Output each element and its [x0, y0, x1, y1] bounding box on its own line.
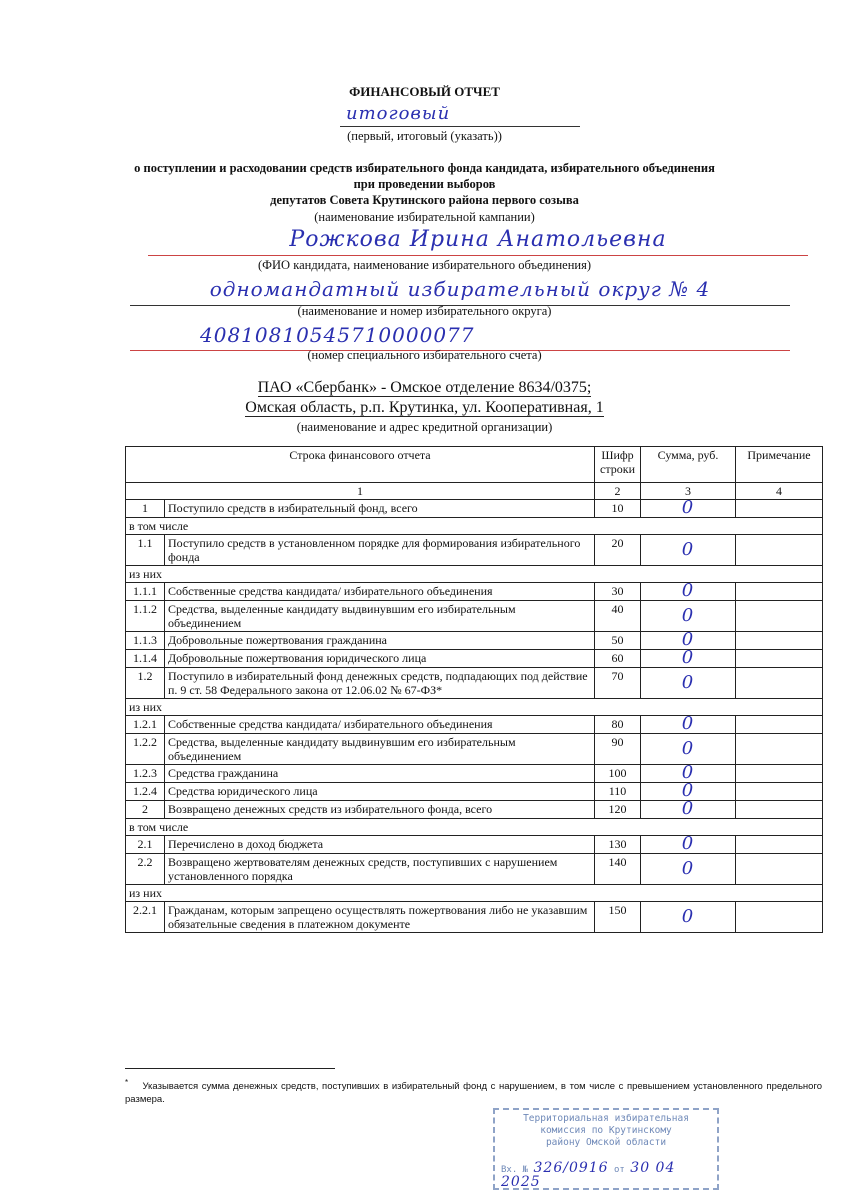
- row-number: 1.1.2: [126, 601, 165, 632]
- row-note: [736, 500, 823, 518]
- handwritten-amount: 0: [681, 857, 695, 879]
- subtitle-line-3: депутатов Совета Крутинского района первого созыва: [270, 193, 579, 207]
- table-row: [126, 902, 823, 933]
- stamp-reg-prefix: Вх. №: [501, 1165, 529, 1175]
- row-amount: [641, 902, 736, 933]
- section-label: в том числе: [126, 819, 823, 836]
- row-number: 2: [126, 801, 165, 819]
- table-row: [126, 734, 823, 765]
- row-note: [736, 601, 823, 632]
- handwritten-amount: 0: [681, 647, 695, 668]
- table-body: [126, 497, 823, 933]
- row-number: 1.1: [126, 535, 165, 566]
- registration-stamp: [493, 1108, 719, 1190]
- row-description: Перечислено в доход бюджета: [165, 836, 595, 854]
- report-title: ФИНАНСОВЫЙ ОТЧЕТ: [349, 84, 500, 99]
- row-code: 90: [595, 734, 641, 765]
- handwritten-amount: 0: [681, 497, 695, 518]
- row-number: 1.2.1: [126, 716, 165, 734]
- table-row: [126, 668, 823, 699]
- row-number: 1: [126, 500, 165, 518]
- row-description: Собственные средства кандидата/ избирательного объединения: [165, 716, 595, 734]
- row-number: 2.1: [126, 836, 165, 854]
- handwritten-amount: 0: [681, 580, 695, 601]
- section-label: из них: [126, 885, 823, 902]
- district-handwritten: одномандатный избирательный округ № 4: [130, 277, 790, 306]
- row-note: [736, 801, 823, 819]
- handwritten-amount: 0: [681, 604, 695, 626]
- subtitle-line-1: о поступлении и расходовании средств избирательного фонда кандидата, избирательного объединения: [134, 161, 715, 175]
- bank-line-2: Омская область, р.п. Крутинка, ул. Кооперативная, 1: [245, 399, 604, 416]
- row-code: 40: [595, 601, 641, 632]
- account-caption: (номер специального избирательного счета): [307, 348, 542, 362]
- row-note: [736, 854, 823, 885]
- header-row-label: Строка финансового отчета: [126, 447, 595, 483]
- handwritten-amount: 0: [681, 780, 695, 801]
- row-description: Средства гражданина: [165, 765, 595, 783]
- table-row: [126, 836, 823, 854]
- row-number: 2.2: [126, 854, 165, 885]
- header-number-1: 1: [126, 483, 595, 500]
- subtitle-line-2: при проведении выборов: [353, 177, 496, 191]
- row-code: 30: [595, 583, 641, 601]
- row-code: 110: [595, 783, 641, 801]
- row-code: 120: [595, 801, 641, 819]
- row-note: [736, 783, 823, 801]
- row-description: Собственные средства кандидата/ избирательного объединения: [165, 583, 595, 601]
- handwritten-amount: 0: [681, 905, 695, 927]
- row-amount: [641, 535, 736, 566]
- row-note: [736, 902, 823, 933]
- row-code: 140: [595, 854, 641, 885]
- stamp-line-3: району Омской области: [545, 1137, 667, 1148]
- row-code: 50: [595, 632, 641, 650]
- row-note: [736, 632, 823, 650]
- bank-caption: (наименование и адрес кредитной организации): [296, 420, 553, 434]
- header-code: Шифр строки: [595, 447, 641, 483]
- row-code: 70: [595, 668, 641, 699]
- table-row: [126, 716, 823, 734]
- row-code: 130: [595, 836, 641, 854]
- row-number: 1.1.1: [126, 583, 165, 601]
- row-amount: [641, 854, 736, 885]
- table-row: [126, 500, 823, 518]
- handwritten-amount: 0: [681, 798, 695, 819]
- row-number: 1.1.4: [126, 650, 165, 668]
- report-type-caption: (первый, итоговый (указать)): [347, 129, 502, 143]
- row-code: 10: [595, 500, 641, 518]
- district-caption: (наименование и номер избирательного округа): [297, 304, 552, 318]
- handwritten-amount: 0: [681, 629, 695, 650]
- row-amount: [641, 580, 736, 601]
- stamp-reg-day: 30: [630, 1160, 651, 1176]
- table-row: [126, 854, 823, 885]
- row-note: [736, 836, 823, 854]
- handwritten-amount: 0: [681, 833, 695, 854]
- table-row: [126, 801, 823, 819]
- row-description: Средства юридического лица: [165, 783, 595, 801]
- financial-report-table: [125, 446, 823, 933]
- row-description: Добровольные пожертвования гражданина: [165, 632, 595, 650]
- row-note: [736, 716, 823, 734]
- row-number: 1.2.4: [126, 783, 165, 801]
- footnote: [125, 1076, 822, 1106]
- row-description: Возвращено жертвователям денежных средств, поступивших с нарушением установленного порядка: [165, 854, 595, 885]
- report-type-handwritten: итоговый: [340, 103, 580, 127]
- handwritten-amount: 0: [681, 538, 695, 560]
- candidate-caption: (ФИО кандидата, наименование избирательного объединения): [257, 258, 591, 272]
- campaign-caption: (наименование избирательной кампании): [314, 210, 535, 224]
- stamp-reg-month: 04: [655, 1160, 676, 1176]
- table-row: [126, 765, 823, 783]
- table-row: [126, 535, 823, 566]
- row-note: [736, 668, 823, 699]
- row-amount: [641, 734, 736, 765]
- table-row: [126, 632, 823, 650]
- handwritten-amount: 0: [681, 762, 695, 783]
- bank-line-1: ПАО «Сбербанк» - Омское отделение 8634/0375;: [257, 379, 592, 396]
- row-number: 1.2.2: [126, 734, 165, 765]
- table-section-row: [126, 518, 823, 535]
- table-section-row: [126, 819, 823, 836]
- handwritten-amount: 0: [681, 713, 695, 734]
- handwritten-amount: 0: [681, 737, 695, 759]
- header-amount: Сумма, руб.: [641, 447, 736, 483]
- section-label: из них: [126, 566, 823, 583]
- row-note: [736, 583, 823, 601]
- table-header-row: [126, 447, 823, 483]
- footnote-mark: *: [125, 1078, 129, 1087]
- table-section-row: [126, 885, 823, 902]
- stamp-line-1: Территориальная избирательная: [523, 1113, 689, 1124]
- account-handwritten: 40810810545710000077: [130, 323, 790, 351]
- row-note: [736, 734, 823, 765]
- footnote-divider: [125, 1068, 335, 1069]
- row-code: 150: [595, 902, 641, 933]
- table-row: [126, 601, 823, 632]
- row-amount: [641, 647, 736, 668]
- row-note: [736, 535, 823, 566]
- footnote-text: Указывается сумма денежных средств, поступивших в избирательный фонд с нарушением, в том числе с превышением установленного предельного размера.: [125, 1081, 822, 1106]
- table-row: [126, 783, 823, 801]
- row-number: 1.2: [126, 668, 165, 699]
- table-header-numbers-row: [126, 483, 823, 500]
- row-number: 1.2.3: [126, 765, 165, 783]
- row-code: 20: [595, 535, 641, 566]
- row-description: Возвращено денежных средств из избирательного фонда, всего: [165, 801, 595, 819]
- header-number-3: 3: [641, 483, 736, 500]
- row-description: Средства, выделенные кандидату выдвинувшим его избирательным объединением: [165, 734, 595, 765]
- row-note: [736, 650, 823, 668]
- row-description: Средства, выделенные кандидату выдвинувшим его избирательным объединением: [165, 601, 595, 632]
- header-note: Примечание: [736, 447, 823, 483]
- candidate-handwritten: Рожкова Ирина Анатольевна: [148, 227, 808, 256]
- row-amount: [641, 601, 736, 632]
- stamp-line-2: комиссия по Крутинскому: [540, 1125, 672, 1136]
- row-description: Добровольные пожертвования юридического лица: [165, 650, 595, 668]
- table-section-row: [126, 699, 823, 716]
- table-row: [126, 583, 823, 601]
- row-amount: [641, 713, 736, 734]
- row-code: 80: [595, 716, 641, 734]
- section-label: из них: [126, 699, 823, 716]
- row-description: Гражданам, которым запрещено осуществлять пожертвования либо не указавшим обязательные сведения в платежном документе: [165, 902, 595, 933]
- row-amount: [641, 833, 736, 854]
- section-label: в том числе: [126, 518, 823, 535]
- row-code: 60: [595, 650, 641, 668]
- row-description: Поступило средств в установленном порядке для формирования избирательного фонда: [165, 535, 595, 566]
- row-description: Поступило в избирательный фонд денежных средств, подпадающих под действие п. 9 ст. 58 Федерального закона от 12.06.02 № 67-ФЗ*: [165, 668, 595, 699]
- row-number: 1.1.3: [126, 632, 165, 650]
- handwritten-amount: 0: [681, 671, 695, 693]
- row-description: Поступило средств в избирательный фонд, всего: [165, 500, 595, 518]
- header-number-2: 2: [595, 483, 641, 500]
- table-row: [126, 650, 823, 668]
- stamp-reg-year: 2025: [501, 1174, 541, 1190]
- header-number-4: 4: [736, 483, 823, 500]
- row-note: [736, 765, 823, 783]
- row-amount: [641, 497, 736, 518]
- row-amount: [641, 668, 736, 699]
- stamp-reg-number: 326/0916: [533, 1160, 609, 1176]
- stamp-registration: [501, 1162, 715, 1190]
- row-number: 2.2.1: [126, 902, 165, 933]
- row-code: 100: [595, 765, 641, 783]
- row-amount: [641, 798, 736, 819]
- table-section-row: [126, 566, 823, 583]
- stamp-date-prefix: от: [614, 1165, 625, 1175]
